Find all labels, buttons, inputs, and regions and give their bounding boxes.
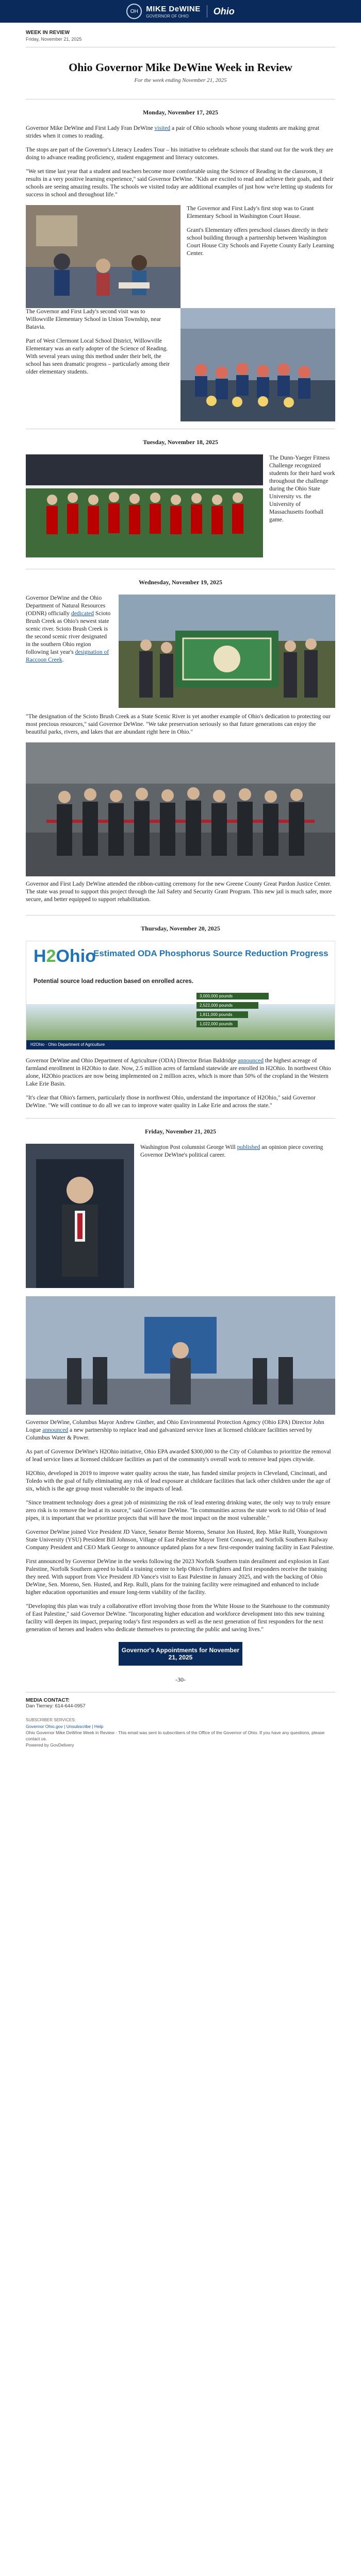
page-title: Ohio Governor Mike DeWine Week in Review [69,61,292,74]
paragraph: "Developing this plan was truly a collaborative effort involving those from the White House to the Statehouse to the community of East Palestine," said Governor DeWine. "Incorporating higher education and workforce development into this new training facility will deepen its impact, preparing today's first responders as well as the next generation of first responders for the next generation of heroes and leaders who dedicate themselves to protecting the public and saving lives." [26,1603,330,1633]
paragraph: As part of Governor DeWine's H2Ohio initiative, Ohio EPA awarded $300,000 to the City of Columbus to prioritize the removal of lead service lines at licensed childcare facilities as part of the community's overall work to remove lead pipes citywide. [26,1449,331,1463]
photo-scioto-brush-creek [119,595,335,708]
paragraph: The Dunn-Yaeger Fitness Challenge recognized students for their hard work throughout the challenge during the Ohio State University vs. the University of Massachusetts football game. [269,455,335,523]
appointments-button[interactable]: Governor's Appointments for November 21, 2025 [119,1642,242,1666]
week-in-review-label: WEEK IN REVIEW [26,30,70,36]
raccoon-creek-link[interactable]: designation of Raccoon Creek [26,649,109,663]
photo-greene-county-ribbon-cutting [26,742,335,876]
paragraph: Governor DeWine and the Ohio Department of Natural Resources (ODNR) officially dedicated Scioto Brush Creek as Ohio's newest state scenic river. Scioto Brush Creek is the second scenic river designated in the southern Ohio region following last year's designation of Raccoon Creek. [26,595,111,663]
end-marker: -30- [175,1676,186,1683]
footer-links[interactable]: Governor Ohio.gov | Unsubscribe | Help [26,1724,104,1729]
paragraph: Washington Post columnist George Will published an opinion piece covering Governor DeWine's political career. [140,1144,323,1158]
paragraph: "It's clear that Ohio's farmers, particularly those in northwest Ohio, understand the importance of H2Ohio," said Governor DeWine. "We will continue to do all we can to improve water quality in Lake Erie and across the state." [26,1095,316,1109]
ohio-logo: Ohio [213,6,235,16]
h2ohio-potential-note: Potential source load reduction based on enrolled acres. [34,978,193,985]
page-subtitle: For the week ending November 21, 2025 [134,77,227,83]
paragraph: Governor DeWine joined Vice President JD Vance, Senator Bernie Moreno, Senator Jon Husted, Rep. Mike Rulli, Youngstown State University (YSU) President Bill Johnson, Village of East Palestine Mayor Trent Conaway, and Norfolk Southern Railway Company President and CEO Mark George to announce updated plans for a new first-responder training facility in East Palestine. [26,1529,334,1551]
photo-caption: Governor and First Lady DeWine attended the ribbon-cutting ceremony for the new Greene County Great Pardon Justice Center. The state was proud to support this project through the Jail Safety and Security Grant Program. This new jail is much safer, more secure, and better equipped to support rehabilitation. [26,881,332,903]
dedicated-link[interactable]: dedicated [71,611,94,617]
media-contact-heading: MEDIA CONTACT: [26,1698,70,1703]
photo-lead-line-announcement [26,1296,335,1415]
paragraph: Governor Mike DeWine and First Lady Fran DeWine visited a pair of Ohio schools whose young students are making great strides when it comes to reading. [26,125,320,139]
photo-fitness-challenge [26,454,263,557]
paragraph: Governor DeWine and Ohio Department of Agriculture (ODA) Director Brian Baldridge announced the highest acreage of farmland enrollment in H2Ohio to date. Now, 2.5 million acres of farmland statewide are enrolled in H2Ohio. In northwest Ohio alone, H2Ohio practices are now being implemented on 2 million acres, which is more than 50% of the cropland in the Western Lake Erie Basin. [26,1058,331,1087]
governor-seal-icon: OH [126,4,142,19]
h2ohio-bar: 1,811,000 pounds [196,1011,248,1018]
day-heading-thursday: Thursday, November 20, 2025 [26,915,335,941]
paragraph: "The designation of the Scioto Brush Creek as a State Scenic River is yet another example of Ohio's dedication to protecting our most precious resources," said Governor DeWine. "We take preservation seriously so that future generations can enjoy the beautiful parks, rivers, and lakes that are abundant right here in Ohio." [26,714,331,735]
day-heading-wednesday: Wednesday, November 19, 2025 [26,569,335,595]
h2ohio-graphic [26,941,335,1050]
email-body [26,30,335,1748]
paragraph: The stops are part of the Governor's Literacy Leaders Tour – his initiative to celebrate schools that stand out for the work they are doing to advance reading proficiency, student engagement and literacy outcomes. [26,147,333,161]
h2ohio-footer-strip: H2Ohio · Ohio Department of Agriculture [26,1040,335,1049]
media-contact-line: Dan Tierney: 614-644-0957 [26,1703,86,1709]
issue-date: Friday, November 21, 2025 [26,37,82,42]
footer-subscriber-label: SUBSCRIBER SERVICES: [26,1718,76,1722]
paragraph: "Since treatment technology does a great job of minimizing the risk of lead entering drinking water, the only way to truly ensure zero risk is to remove the lead at its source," said Governor DeWine. "In communities across the state work to rid Ohio of lead pipes, it is important that we prioritize projects that will have the most impact on the most vulnerable." [26,1500,331,1521]
email-banner [0,0,361,23]
paragraph: "We set time last year that a student and teachers become more comfortable using the Science of Reading in the classroom, it results in a very positive learning experience," said Governor DeWine. "Kids are excited to read and achieve their goals, and their schools are seeing amazing results. The schools we visited today are additional examples of just how we're letting up students for success in school and throughout life." [26,168,334,198]
h2ohio-bar: 1,022,000 pounds [196,1021,238,1027]
paragraph: Governor DeWine, Columbus Mayor Andrew Ginther, and Ohio Environmental Protection Agency (Ohio EPA) Director John Logue announced a new partnership to replace lead and galvanized service lines at licensed childcare facilities served by Columbus Water & Power. [26,1419,324,1441]
h2ohio-bar: 3,000,000 pounds [196,993,269,999]
announced-partnership-link[interactable]: announced [42,1427,69,1433]
announced-link[interactable]: announced [238,1058,264,1064]
paragraph: H2Ohio, developed in 2019 to improve water quality across the state, has funded similar projects in Cleveland, Cincinnati, and Toledo with the goal of fully eliminating any risk of lead exposure at childcare facilities that lack other children under the age of six, which is the age group most vulnerable to the impacts of lead. [26,1470,331,1492]
footer-notice: Ohio Governor Mike DeWine Week in Review · This email was sent to subscribers of the Office of the Governor of Ohio. If you have any questions, please contact us. [26,1730,325,1741]
published-link[interactable]: published [237,1144,260,1150]
h2ohio-bar: 2,522,000 pounds [196,1002,258,1009]
email-footer [26,1717,335,1748]
h2ohio-logo: H2Ohio [34,946,96,966]
paragraph: The Governor and First Lady's first stop was to Grant Elementary School in Washington Court House. [187,206,314,219]
photo-george-will [26,1144,134,1288]
day-heading-friday: Friday, November 21, 2025 [26,1118,335,1144]
paragraph: First announced by Governor DeWine in the weeks following the 2023 Norfolk Southern train derailment and explosion in East Palestine, Norfolk Southern agreed to build a training center to help Ohio's firefighters and first responders receive the training they need. With support from Vice President JD Vance's visit to East Palestine in January 2025, and with the backing of Ohio DeWine, Sen. Moreno, Sen. Husted, and Rep. Rulli, plans for the training facility were reimagined and enhanced to include higher education opportunities and ensure long-term viability of the facility. [26,1558,329,1596]
governor-subtitle: GOVERNOR OF OHIO [146,13,189,19]
banner-title [146,5,201,19]
h2ohio-headline: Estimated ODA Phosphorus Source Reduction Progress [93,948,329,958]
governor-name: MIKE DeWINE [146,4,201,13]
photo-willowville-elementary [180,308,335,421]
footer-powered-by: Powered by GovDelivery [26,1742,74,1748]
paragraph: Grant's Elementary offers preschool classes directly in their school building through a partnership between Washington Court House City Schools and Fayette County Early Learning Center. [187,227,334,257]
visited-link[interactable]: visited [154,125,171,131]
paragraph: The Governor and First Lady's second visit was to Willowville Elementary School in Union Township, near Batavia. [26,309,161,330]
photo-grant-elementary [26,205,180,308]
day-heading-tuesday: Tuesday, November 18, 2025 [26,429,335,454]
paragraph: Part of West Clermont Local School District, Willowville Elementary was an early adopter of the Science of Reading. With several years using this method under their belt, the school has seen dramatic progress – particularly among their older elementary students. [26,338,170,375]
day-heading-monday: Monday, November 17, 2025 [26,99,335,125]
